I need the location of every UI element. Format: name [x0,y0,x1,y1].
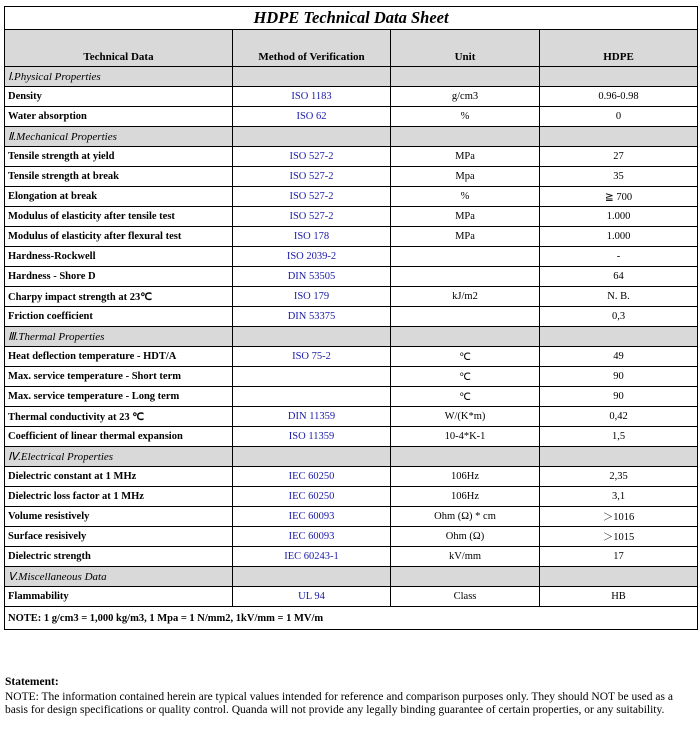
value-cell: - [540,247,698,267]
section-empty-cell [391,567,540,587]
property-cell: Coefficient of linear thermal expansion [5,427,233,447]
unit-cell: MPa [391,147,540,167]
method-cell: ISO 2039-2 [233,247,391,267]
method-cell: ISO 527-2 [233,167,391,187]
section-empty-cell [391,447,540,467]
section-header-row [5,447,698,467]
table-row [5,207,698,227]
method-cell: DIN 11359 [233,407,391,427]
property-cell: Density [5,87,233,107]
value-cell: 49 [540,347,698,367]
value-cell: ≧ 700 [540,187,698,207]
header-unit: Unit [391,30,540,67]
method-cell: ISO 11359 [233,427,391,447]
header-technical-data: Technical Data [5,30,233,67]
property-cell: Dielectric loss factor at 1 MHz [5,487,233,507]
unit-cell: kV/mm [391,547,540,567]
method-cell: ISO 62 [233,107,391,127]
section-title: Ⅲ.Thermal Properties [5,327,233,347]
unit-cell: % [391,187,540,207]
method-cell: IEC 60093 [233,507,391,527]
value-cell: 0,42 [540,407,698,427]
unit-cell: 106Hz [391,467,540,487]
value-cell: 0 [540,107,698,127]
note-row [5,607,698,630]
method-cell: IEC 60250 [233,487,391,507]
value-cell: 0,3 [540,307,698,327]
value-cell: 0.96-0.98 [540,87,698,107]
value-cell: 90 [540,367,698,387]
unit-cell: MPa [391,227,540,247]
method-cell: ISO 527-2 [233,187,391,207]
unit-cell: ℃ [391,387,540,407]
section-empty-cell [233,567,391,587]
table-row [5,107,698,127]
table-row [5,287,698,307]
property-cell: Elongation at break [5,187,233,207]
table-row [5,507,698,527]
unit-cell: Ohm (Ω) * cm [391,507,540,527]
method-cell: ISO 178 [233,227,391,247]
value-cell: 3,1 [540,487,698,507]
section-title: Ⅱ.Mechanical Properties [5,127,233,147]
table-row [5,387,698,407]
data-table [4,6,698,630]
unit-cell: W/(K*m) [391,407,540,427]
unit-cell: MPa [391,207,540,227]
table-row [5,247,698,267]
table-row [5,267,698,287]
section-empty-cell [391,127,540,147]
section-title: Ⅳ.Electrical Properties [5,447,233,467]
property-cell: Thermal conductivity at 23 ℃ [5,407,233,427]
table-row [5,147,698,167]
table-row [5,587,698,607]
value-cell: ＞1016 [540,507,698,527]
value-cell: N. B. [540,287,698,307]
section-title: Ⅰ.Physical Properties [5,67,233,87]
table-row [5,167,698,187]
section-empty-cell [233,447,391,467]
property-cell: Charpy impact strength at 23℃ [5,287,233,307]
table-row [5,187,698,207]
table-row [5,527,698,547]
property-cell: Water absorption [5,107,233,127]
method-cell [233,387,391,407]
section-empty-cell [391,67,540,87]
value-cell: 90 [540,387,698,407]
method-cell: DIN 53505 [233,267,391,287]
section-empty-cell [233,67,391,87]
value-cell: HB [540,587,698,607]
method-cell: ISO 527-2 [233,207,391,227]
unit-cell: % [391,107,540,127]
value-cell: 1.000 [540,207,698,227]
value-cell: 35 [540,167,698,187]
section-header-row [5,67,698,87]
value-cell: 2,35 [540,467,698,487]
method-cell: IEC 60250 [233,467,391,487]
unit-cell: Mpa [391,167,540,187]
method-cell: ISO 527-2 [233,147,391,167]
table-row [5,367,698,387]
table-row [5,227,698,247]
property-cell: Heat deflection temperature - HDT/A [5,347,233,367]
value-cell: 27 [540,147,698,167]
unit-cell: 106Hz [391,487,540,507]
header-material: HDPE [540,30,698,67]
value-cell: 1,5 [540,427,698,447]
property-cell: Hardness-Rockwell [5,247,233,267]
unit-cell: Ohm (Ω) [391,527,540,547]
sheet-title: HDPE Technical Data Sheet [5,7,698,30]
statement-text: NOTE: The information contained herein are typical values intended for reference and comparison purposes only. They should NOT be used as a basis for design specifications or quality control. Quanda will not provide any legally binding guarantee of certain properties, or any suitability. [5,690,673,716]
method-cell: IEC 60093 [233,527,391,547]
property-cell: Flammability [5,587,233,607]
value-cell: 1.000 [540,227,698,247]
method-cell: DIN 53375 [233,307,391,327]
method-cell: ISO 1183 [233,87,391,107]
unit-cell: ℃ [391,347,540,367]
unit-cell: kJ/m2 [391,287,540,307]
section-empty-cell [233,127,391,147]
table-row [5,347,698,367]
method-cell: ISO 179 [233,287,391,307]
method-cell [233,367,391,387]
value-cell: 17 [540,547,698,567]
section-empty-cell [540,327,698,347]
section-header-row [5,127,698,147]
property-cell: Dielectric constant at 1 MHz [5,467,233,487]
property-cell: Friction coefficient [5,307,233,327]
property-cell: Hardness - Shore D [5,267,233,287]
unit-cell: Class [391,587,540,607]
property-cell: Max. service temperature - Short term [5,367,233,387]
property-cell: Volume resistively [5,507,233,527]
property-cell: Tensile strength at yield [5,147,233,167]
section-empty-cell [391,327,540,347]
section-header-row [5,567,698,587]
unit-cell: g/cm3 [391,87,540,107]
method-cell: UL 94 [233,587,391,607]
unit-cell [391,267,540,287]
table-row [5,547,698,567]
table-row [5,427,698,447]
statement-block [5,676,695,718]
property-cell: Max. service temperature - Long term [5,387,233,407]
unit-cell [391,307,540,327]
section-empty-cell [540,67,698,87]
table-row [5,487,698,507]
value-cell: ＞1015 [540,527,698,547]
section-empty-cell [540,447,698,467]
section-header-row [5,327,698,347]
table-row [5,307,698,327]
statement-title: Statement: [5,676,59,688]
table-row [5,407,698,427]
section-empty-cell [540,127,698,147]
property-cell: Modulus of elasticity after tensile test [5,207,233,227]
unit-cell: ℃ [391,367,540,387]
unit-conversion-note: NOTE: 1 g/cm3 = 1,000 kg/m3, 1 Mpa = 1 N/mm2, 1kV/mm = 1 MV/m [5,607,698,630]
data-sheet [4,6,697,630]
property-cell: Surface resisively [5,527,233,547]
unit-cell: 10-4*K-1 [391,427,540,447]
header-method: Method of Verification [233,30,391,67]
section-title: Ⅴ.Miscellaneous Data [5,567,233,587]
section-empty-cell [233,327,391,347]
property-cell: Tensile strength at break [5,167,233,187]
table-row [5,467,698,487]
table-row [5,87,698,107]
property-cell: Modulus of elasticity after flexural test [5,227,233,247]
method-cell: IEC 60243-1 [233,547,391,567]
property-cell: Dielectric strength [5,547,233,567]
method-cell: ISO 75-2 [233,347,391,367]
value-cell: 64 [540,267,698,287]
unit-cell [391,247,540,267]
section-empty-cell [540,567,698,587]
